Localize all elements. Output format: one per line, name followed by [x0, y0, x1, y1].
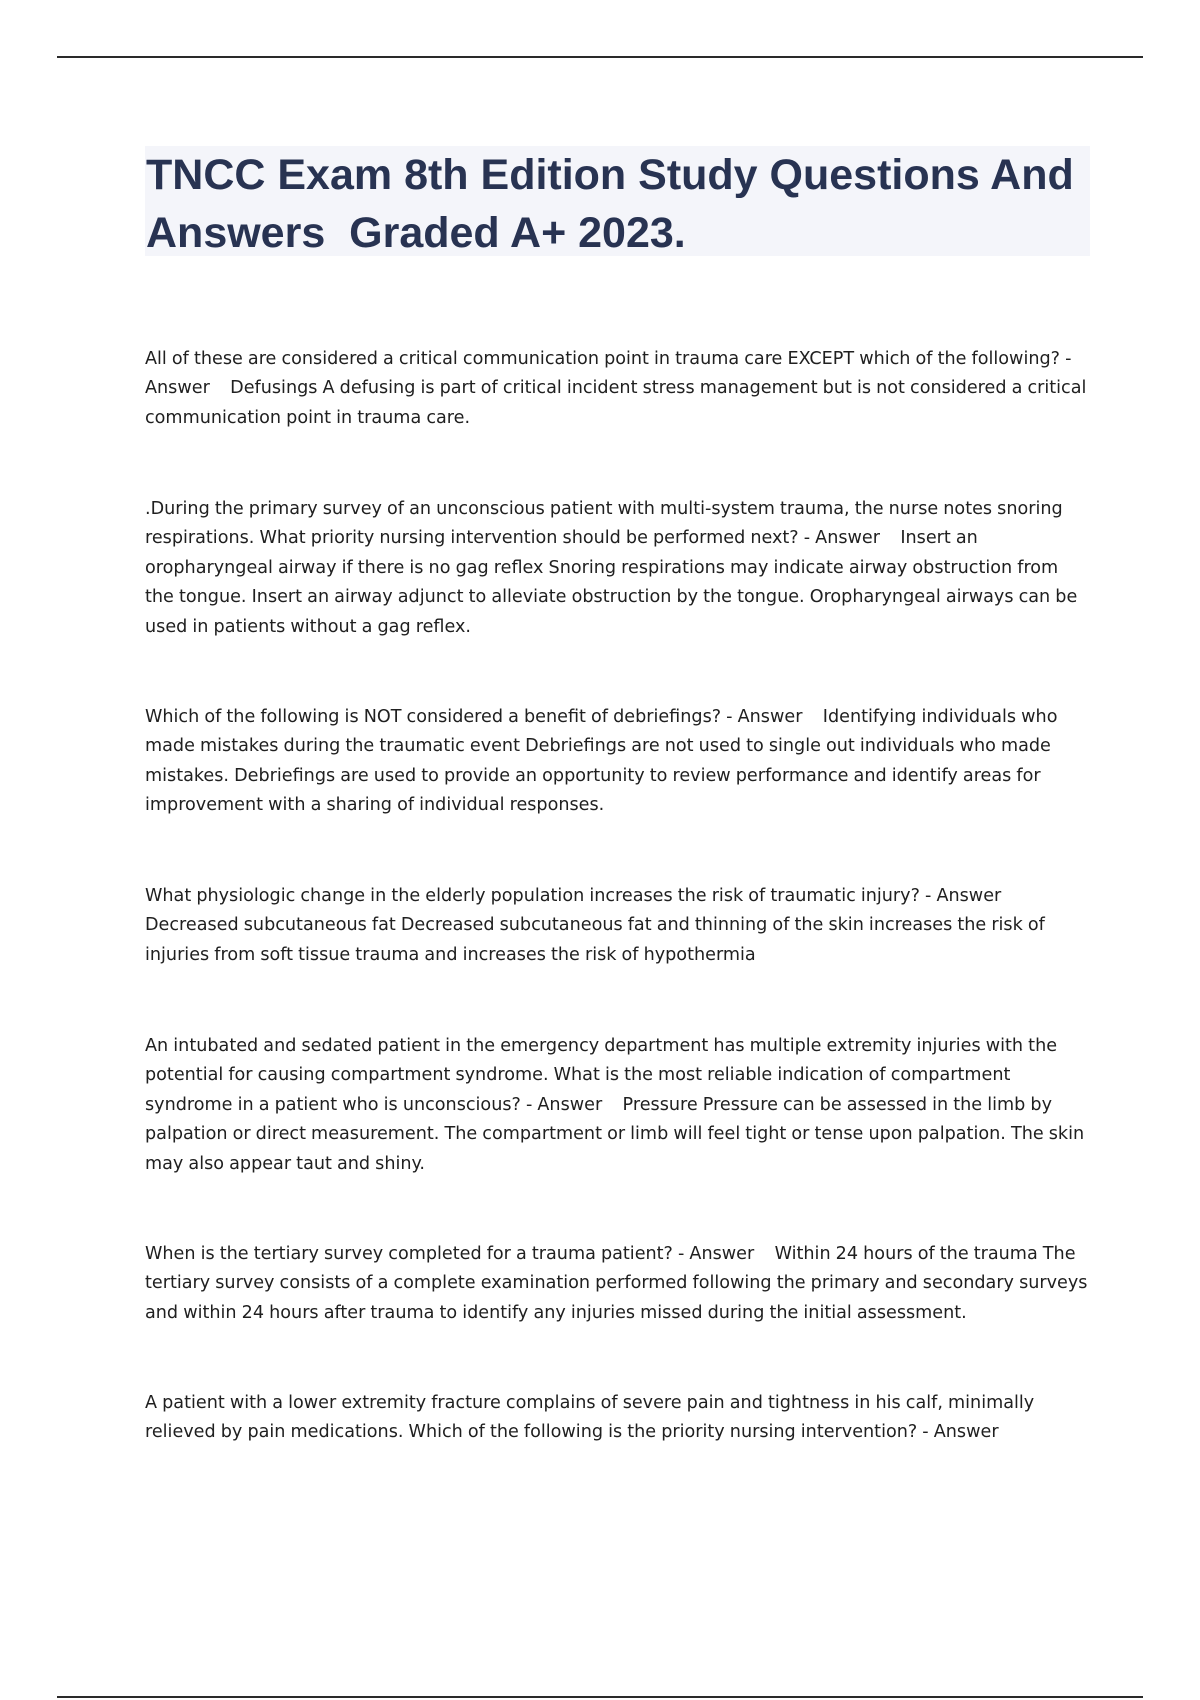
qa-item: .During the primary survey of an unconscious patient with multi-system trauma, the nurse notes snoring respirations. What priority nursing intervention should be performed next? - Answer Insert an oropharyngeal airway if there is no gag reflex Snoring respirations may indicate airway obstruction from the tongue. Insert an airway adjunct to alleviate obstruction by the tongue. Oropharyngeal airways can be used in patients without a gag reflex. [145, 499, 1083, 637]
top-rule [57, 56, 1143, 58]
qa-item: All of these are considered a critical communication point in trauma care EXCEPT which of the following? - Answer Defusings A defusing is part of critical incident stress management but is not considered a critical communication point in trauma care. [145, 349, 1092, 428]
qa-item: What physiologic change in the elderly population increases the risk of traumatic injury? - Answer Decreased subcutaneous fat Decreased subcutaneous fat and thinning of the skin increases the risk of injuries from soft tissue trauma and increases the risk of hypothermia [145, 886, 1050, 965]
qa-item: When is the tertiary survey completed for a trauma patient? - Answer Within 24 hours of the trauma The tertiary survey consists of a complete examination performed following the primary and secondary surveys and within 24 hours after trauma to identify any injuries missed during the initial assessment. [145, 1244, 1093, 1323]
document-title: TNCC Exam 8th Edition Study Questions And Answers Graded A+ 2023. [146, 151, 1085, 257]
qa-item: Which of the following is NOT considered a benefit of debriefings? - Answer Identifying individuals who made mistakes during the traumatic event Debriefings are not used to single out individuals who made mistakes. Debriefings are used to provide an opportunity to review performance and identify areas for improvement with a sharing of individual responses. [145, 707, 1063, 816]
title-block [145, 146, 1090, 256]
qa-item: An intubated and sedated patient in the emergency department has multiple extremity injuries with the potential for causing compartment syndrome. What is the most reliable indication of compartment syndrome in a patient who is unconscious? - Answer Pressure Pressure can be assessed in the limb by palpation or direct measurement. The compartment or limb will feel tight or tense upon palpation. The skin may also appear taut and shiny. [145, 1036, 1090, 1174]
qa-item: A patient with a lower extremity fracture complains of severe pain and tightness in his calf, minimally relieved by pain medications. Which of the following is the priority nursing intervention? - Answer [145, 1393, 1040, 1443]
bottom-rule [57, 1696, 1143, 1698]
